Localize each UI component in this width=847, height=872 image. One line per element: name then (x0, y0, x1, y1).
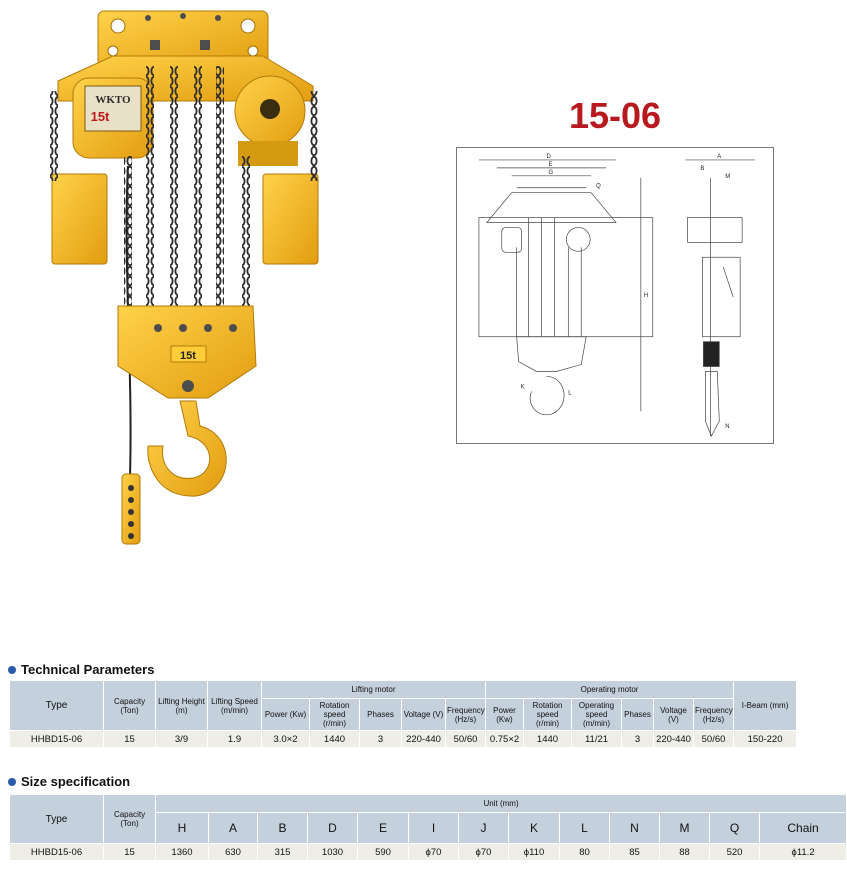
cell-om-power: 0.75×2 (486, 731, 524, 748)
svg-text:15t: 15t (180, 350, 196, 362)
th-capacity: Capacity (Ton) (104, 681, 156, 731)
cell-E: 590 (358, 844, 409, 861)
th-ibeam: I-Beam (mm) (734, 681, 797, 731)
th-dim-D: D (308, 813, 358, 844)
dim-label-K: K (520, 384, 525, 391)
th-dim-H: H (156, 813, 209, 844)
cell-M: 88 (660, 844, 710, 861)
lifting-hook (148, 401, 226, 496)
dimension-drawing (456, 147, 774, 444)
th-om-voltage: Voltage (V) (654, 699, 694, 731)
dim-label-G: G (548, 169, 554, 176)
counterweight-left (52, 174, 107, 264)
cell-lm-voltage: 220-440 (402, 731, 446, 748)
th-dim-chain: Chain (760, 813, 847, 844)
th-lifting-motor: Lifting motor (262, 681, 486, 699)
th-om-frequency: Frequency (Hz/s) (694, 699, 734, 731)
size-specification-table (9, 794, 847, 861)
counterweight-right (263, 174, 318, 264)
cell-om-frequency: 50/60 (694, 731, 734, 748)
dim-label-A: A (717, 153, 722, 160)
cell-J: ϕ70 (459, 844, 509, 861)
th-lm-voltage: Voltage (V) (402, 699, 446, 731)
th-om-speed: Operating speed (m/min) (572, 699, 622, 731)
cell-I: ϕ70 (409, 844, 459, 861)
th-size-capacity: Capacity (Ton) (104, 795, 156, 844)
th-om-rotation: Rotation speed (r/min) (524, 699, 572, 731)
model-title: 15-06 (568, 95, 662, 136)
th-lm-frequency: Frequency (Hz/s) (446, 699, 486, 731)
cell-om-voltage: 220-440 (654, 731, 694, 748)
cell-ibeam: 150-220 (734, 731, 797, 748)
th-operating-motor: Operating motor (486, 681, 734, 699)
cell-type: HHBD15-06 (10, 731, 104, 748)
cell-lm-rotation: 1440 (310, 731, 360, 748)
table-row (10, 731, 797, 748)
cell-om-speed: 11/21 (572, 731, 622, 748)
dim-label-L: L (568, 390, 572, 397)
th-unit: Unit (mm) (156, 795, 847, 813)
th-type: Type (10, 681, 104, 731)
th-lm-rotation: Rotation speed (r/min) (310, 699, 360, 731)
th-lm-phases: Phases (360, 699, 402, 731)
th-dim-E: E (358, 813, 409, 844)
th-om-power: Power (Kw) (486, 699, 524, 731)
cell-B: 315 (258, 844, 308, 861)
th-lifting-height: Lifting Height (m) (156, 681, 208, 731)
cell-lm-frequency: 50/60 (446, 731, 486, 748)
cell-K: ϕ110 (509, 844, 560, 861)
cell-lifting-height: 3/9 (156, 731, 208, 748)
th-lifting-speed: Lifting Speed (m/min) (208, 681, 262, 731)
cell-capacity: 15 (104, 731, 156, 748)
dim-label-H: H (643, 292, 649, 299)
size-specification-title: Size specification (8, 774, 130, 789)
cell-chain: ϕ11.2 (760, 844, 847, 861)
cell-lifting-speed: 1.9 (208, 731, 262, 748)
th-dim-A: A (209, 813, 258, 844)
cell-L: 80 (560, 844, 610, 861)
cell-N: 85 (610, 844, 660, 861)
dim-label-N: N (725, 424, 730, 431)
th-dim-J: J (459, 813, 509, 844)
dim-label-D: D (546, 153, 551, 160)
cell-om-rotation: 1440 (524, 731, 572, 748)
dim-label-E: E (548, 161, 553, 168)
cell-om-phases: 3 (622, 731, 654, 748)
bullet-icon (8, 666, 16, 674)
cell-lm-phases: 3 (360, 731, 402, 748)
brand-logo: WKTO (95, 94, 131, 106)
cell-H: 1360 (156, 844, 209, 861)
cell-size-capacity: 15 (104, 844, 156, 861)
cell-size-type: HHBD15-06 (10, 844, 104, 861)
technical-parameters-table (9, 680, 797, 748)
th-lm-power: Power (Kw) (262, 699, 310, 731)
bullet-icon (8, 778, 16, 786)
th-dim-I: I (409, 813, 459, 844)
dim-label-B: B (700, 165, 705, 172)
th-dim-Q: Q (710, 813, 760, 844)
table-row (10, 844, 847, 861)
cell-A: 630 (209, 844, 258, 861)
th-om-phases: Phases (622, 699, 654, 731)
th-dim-B: B (258, 813, 308, 844)
technical-parameters-title: Technical Parameters (8, 662, 154, 677)
th-size-type: Type (10, 795, 104, 844)
cell-Q: 520 (710, 844, 760, 861)
dim-label-Q: Q (596, 183, 601, 190)
cell-lm-power: 3.0×2 (262, 731, 310, 748)
hoist-product-photo (38, 6, 338, 551)
th-dim-N: N (610, 813, 660, 844)
th-dim-K: K (509, 813, 560, 844)
dim-label-M: M (725, 173, 731, 180)
cell-D: 1030 (308, 844, 358, 861)
th-dim-L: L (560, 813, 610, 844)
capacity-mark: 15t (90, 109, 110, 124)
th-dim-M: M (660, 813, 710, 844)
